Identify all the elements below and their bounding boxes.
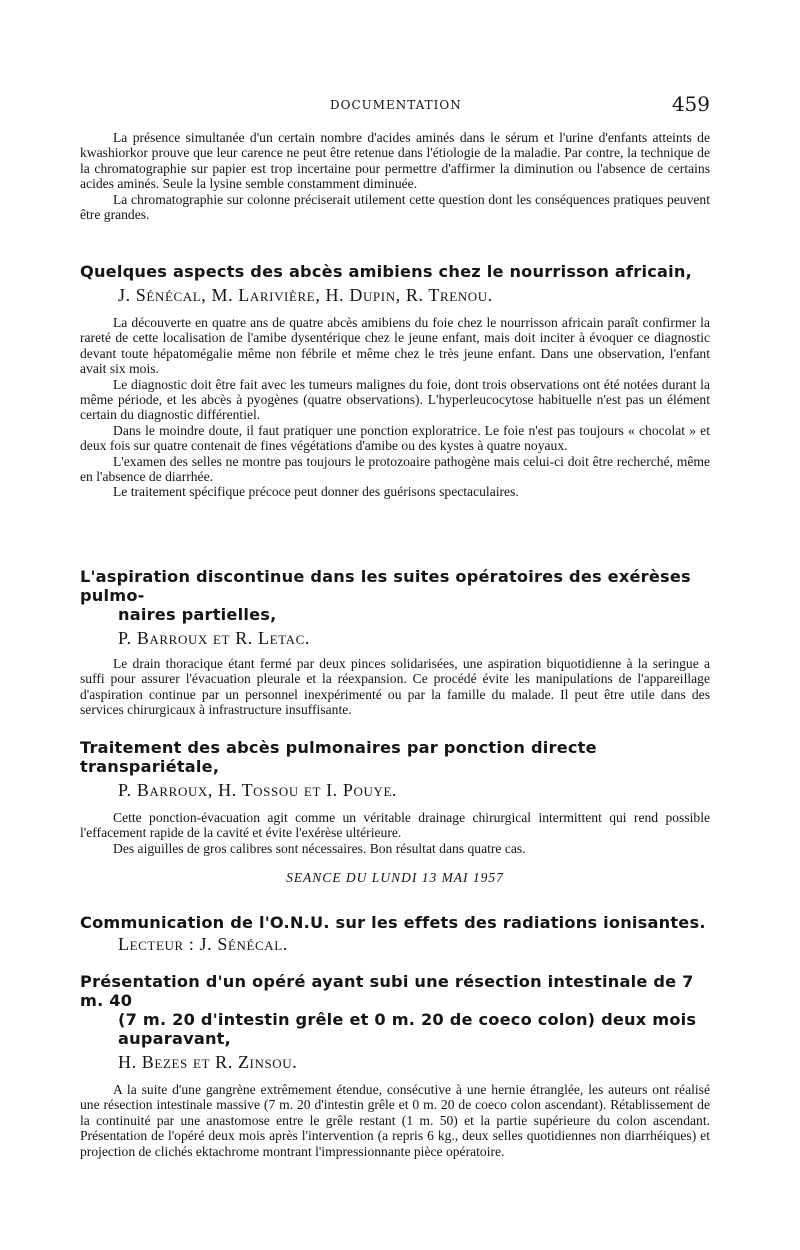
article-authors: P. Barroux et R. Letac. [118,628,310,648]
presentation-resection [80,972,710,1159]
article-title: Traitement des abcès pulmonaires par ponction directe transpariétale, [80,738,597,776]
communication-onu [80,913,710,954]
presentation-title: Présentation d'un opéré ayant subi une résection intestinale de 7 m. 40 [80,972,694,1010]
communication-title: Communication de l'O.N.U. sur les effets des radiations ionisantes. [80,913,706,932]
article-body [80,810,710,856]
article-lung-abscess [80,738,710,856]
article-authors: J. Sénécal, M. Larivière, H. Dupin, R. Trenou. [118,285,493,305]
intro-text [80,130,710,222]
presentation-title-continued: (7 m. 20 d'intestin grêle et 0 m. 20 de coeco colon) deux mois auparavant, [118,1010,697,1048]
article-title: Quelques aspects des abcès amibiens chez le nourrisson africain, [80,262,692,281]
paragraph: Dans le moindre doute, il faut pratiquer une ponction exploratrice. Le foie n'est pas toujours « chocolat » et deux fois sur quatre contenait de fines végétations d'amibe ou des kystes à quatre noyaux. [80,422,710,454]
article-authors: P. Barroux, H. Tossou et I. Pouye. [118,780,398,800]
article-amoebic-abscess [80,262,710,500]
paragraph: Le drain thoracique étant fermé par deux pinces solidarisées, une aspiration biquotidienne à la seringue a suffi pour assurer l'évacuation pleurale et la réexpansion. Ce procédé évite les manipulations de l'appareillage d'aspiration continue par un personnel inexpérimenté ou par la famille du malade. Il peut être utile dans des services chirurgicaux à infrastructure insuffisante. [80,656,710,718]
page-number: 459 [671,92,710,116]
session-heading: SEANCE DU LUNDI 13 MAI 1957 [286,870,504,885]
presentation-body [80,1082,710,1159]
paragraph: A la suite d'une gangrène extrêmement étendue, consécutive à une hernie étranglée, les auteurs ont réalisé une résection intestinale massive (7 m. 20 d'intestin grêle et 0 m. 20 de coeco colon ascendant). Rétablissement de la continuité par une anastomose entre le grêle restant (1 m. 50) et la partie supérieure du colon ascendant. Présentation de l'opéré deux mois après l'intervention (a repris 6 kg., deux selles quotidiennes non diarrhéiques) et projection de clichés ektachrome montrant l'impressionnante pièce opératoire. [80,1082,710,1159]
article-body [80,656,710,718]
paragraph: La présence simultanée d'un certain nombre d'acides aminés dans le sérum et l'urine d'enfants atteints de kwashiorkor prouve que leur carence ne peut être retenue dans l'étiologie de la maladie. Par contre, la technique de la chromatographie sur papier est trop incertaine pour permettre d'affirmer la diminution ou l'absence de certains acides aminés. Seule la lysine semble constamment diminuée. [80,130,710,192]
presentation-authors: H. Bezes et R. Zinsou. [118,1052,298,1072]
paragraph: La découverte en quatre ans de quatre abcès amibiens du foie chez le nourrisson africain paraît confirmer la rareté de cette localisation de l'amibe dysentérique chez le jeune enfant, mais doit inciter à évoquer ce diagnostic devant toute hépatomégalie même non fébrile et même chez le très jeune enfant. Dans une observation, l'enfant avait six mois. [80,315,710,377]
running-head [80,94,710,116]
communication-reader: Lecteur : J. Sénécal. [118,934,288,954]
paragraph: Cette ponction-évacuation agit comme un véritable drainage chirurgical intermittent qui rend possible l'effacement rapide de la cavité et évite l'exérèse ultérieure. [80,810,710,841]
article-discontinuous-aspiration [80,567,710,718]
paragraph: Des aiguilles de gros calibres sont nécessaires. Bon résultat dans quatre cas. [113,840,526,856]
paragraph: Le traitement spécifique précoce peut donner des guérisons spectaculaires. [113,484,519,500]
paragraph: L'examen des selles ne montre pas toujours le protozoaire pathogène mais celui-ci doit être recherché, même en l'absence de diarrhée. [80,453,710,485]
running-head-title: DOCUMENTATION [330,98,462,112]
article-title-continued: naires partielles, [118,605,277,624]
article-title: L'aspiration discontinue dans les suites opératoires des exérèses pulmo- [80,567,691,605]
paragraph: Le diagnostic doit être fait avec les tumeurs malignes du foie, dont trois observations ont été notées durant la même période, et les abcès à pyogènes (quatre observations). L'hyperleucocytose habituelle n'est pas un élément certain du diagnostic différentiel. [80,376,710,423]
article-body [80,315,710,500]
paragraph: La chromatographie sur colonne préciserait utilement cette question dont les conséquences pratiques peuvent être grandes. [80,191,710,223]
